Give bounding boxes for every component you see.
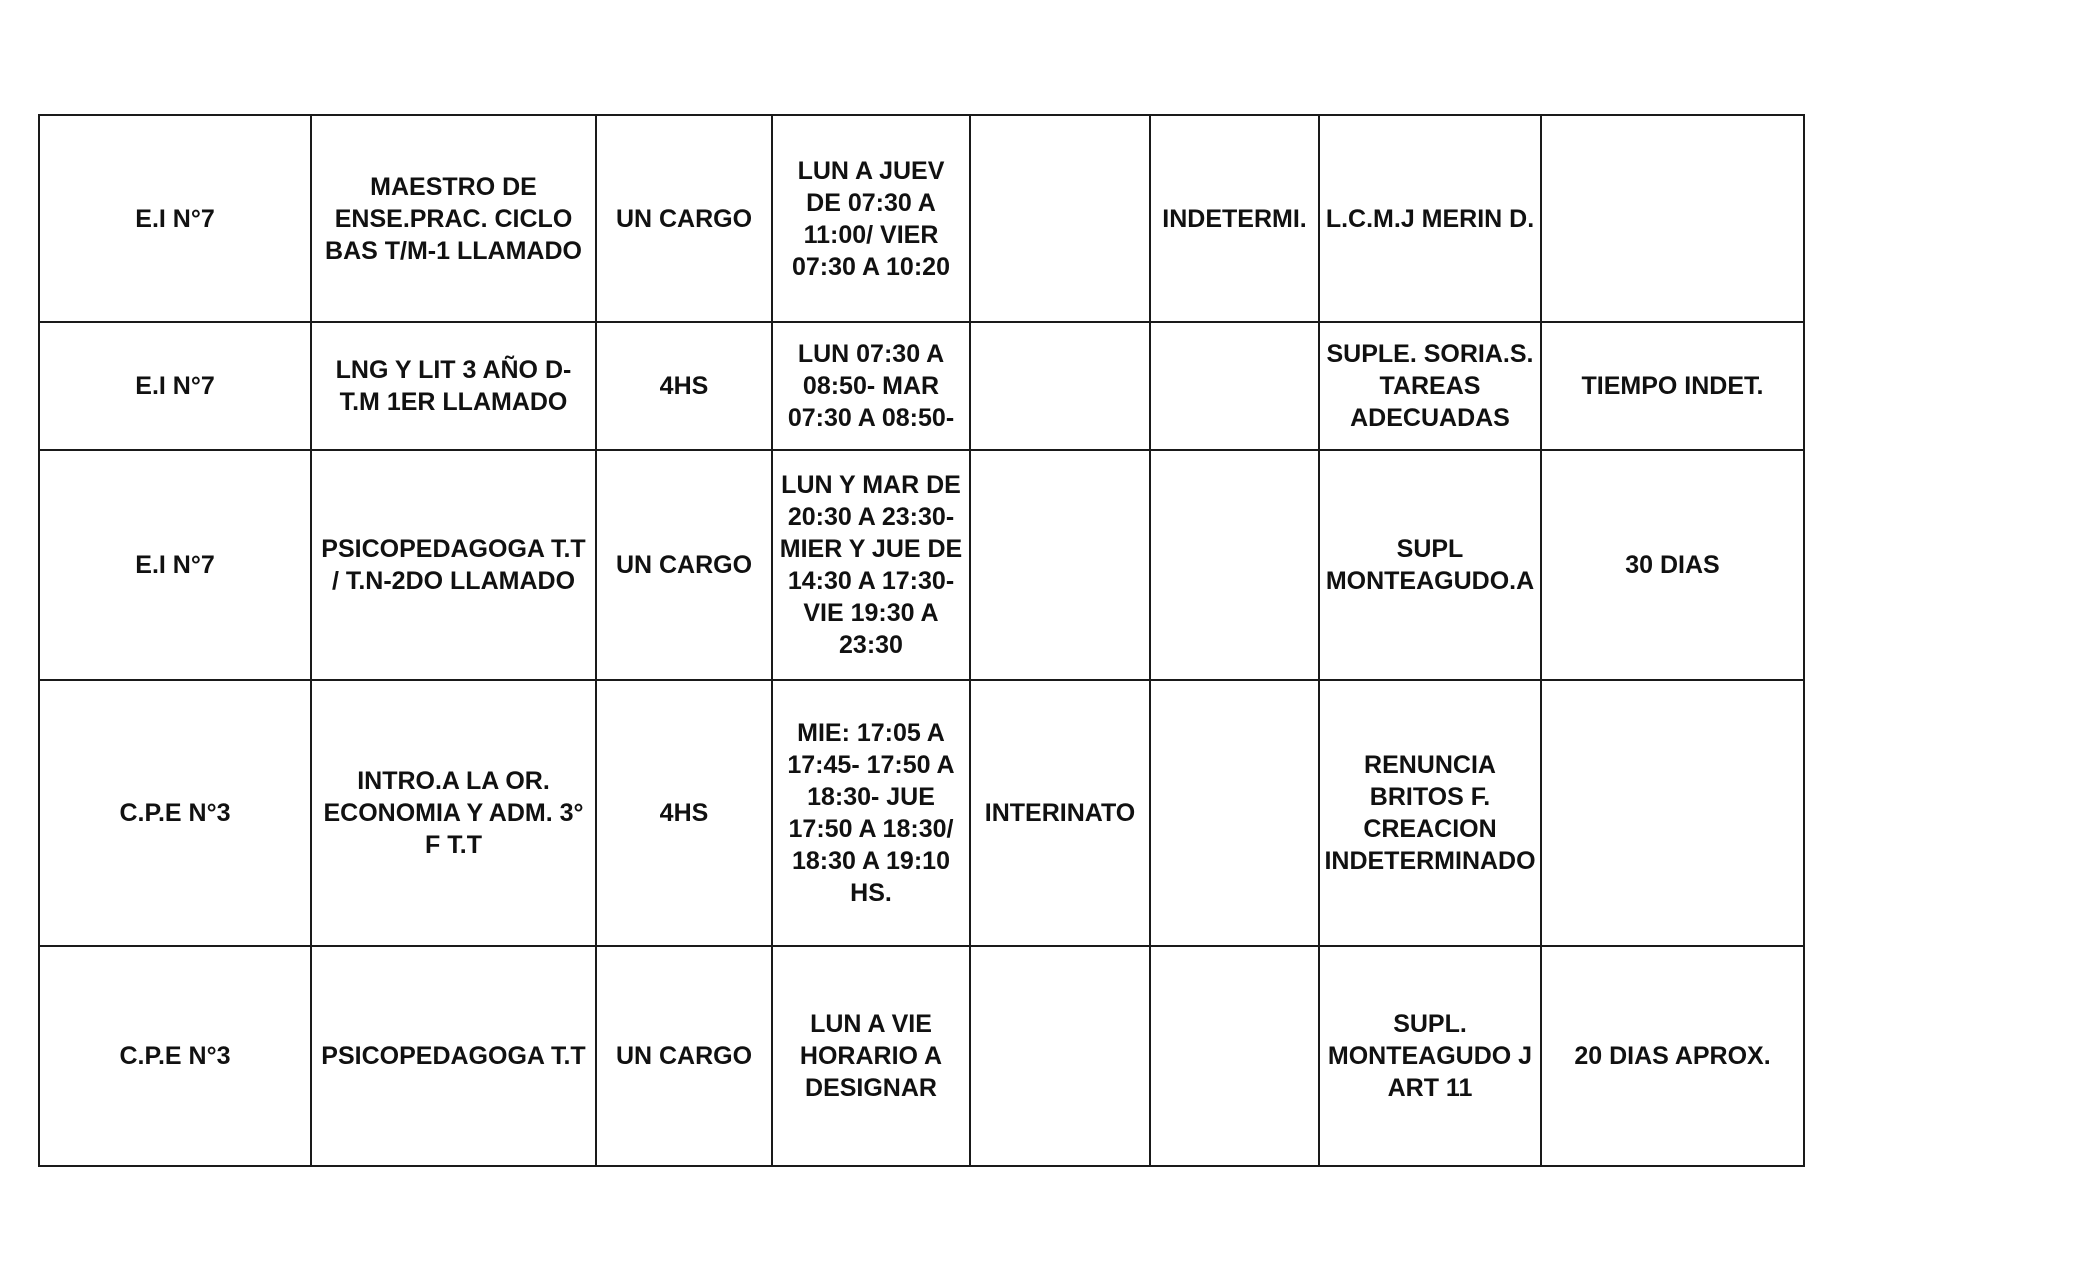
workload-cell: UN CARGO (596, 450, 772, 680)
status-cell (970, 115, 1150, 322)
time-cell: 20 DIAS APROX. (1541, 946, 1804, 1166)
reason-cell: L.C.M.J MERIN D. (1319, 115, 1541, 322)
duration-type-cell: INDETERMI. (1150, 115, 1319, 322)
position-cell: PSICOPEDAGOGA T.T / T.N-2DO LLAMADO (311, 450, 596, 680)
reason-cell: RENUNCIA BRITOS F. CREACION INDETERMINADO (1319, 680, 1541, 946)
schedule-cell: MIE: 17:05 A 17:45- 17:50 A 18:30- JUE 17:50 A 18:30/ 18:30 A 19:10 HS. (772, 680, 970, 946)
workload-cell: 4HS (596, 322, 772, 450)
position-cell: INTRO.A LA OR. ECONOMIA Y ADM. 3° F T.T (311, 680, 596, 946)
reason-cell: SUPL MONTEAGUDO.A (1319, 450, 1541, 680)
schedule-cell: LUN A VIE HORARIO A DESIGNAR (772, 946, 970, 1166)
school-cell: E.I N°7 (39, 322, 311, 450)
status-cell: INTERINATO (970, 680, 1150, 946)
status-cell (970, 946, 1150, 1166)
workload-cell: UN CARGO (596, 946, 772, 1166)
position-cell: LNG Y LIT 3 AÑO D-T.M 1ER LLAMADO (311, 322, 596, 450)
school-cell: C.P.E N°3 (39, 680, 311, 946)
table-row (39, 946, 1804, 1166)
time-cell (1541, 115, 1804, 322)
duration-type-cell (1150, 680, 1319, 946)
school-cell: E.I N°7 (39, 115, 311, 322)
school-cell: C.P.E N°3 (39, 946, 311, 1166)
workload-cell: 4HS (596, 680, 772, 946)
status-cell (970, 450, 1150, 680)
table-row (39, 322, 1804, 450)
position-cell: PSICOPEDAGOGA T.T (311, 946, 596, 1166)
table-row (39, 450, 1804, 680)
reason-cell: SUPLE. SORIA.S. TAREAS ADECUADAS (1319, 322, 1541, 450)
schedule-cell: LUN Y MAR DE 20:30 A 23:30- MIER Y JUE DE 14:30 A 17:30- VIE 19:30 A 23:30 (772, 450, 970, 680)
table-row (39, 680, 1804, 946)
status-cell (970, 322, 1150, 450)
time-cell: TIEMPO INDET. (1541, 322, 1804, 450)
duration-type-cell (1150, 322, 1319, 450)
school-cell: E.I N°7 (39, 450, 311, 680)
duration-type-cell (1150, 450, 1319, 680)
position-cell: MAESTRO DE ENSE.PRAC. CICLO BAS T/M-1 LLAMADO (311, 115, 596, 322)
schedule-cell: LUN A JUEV DE 07:30 A 11:00/ VIER 07:30 A 10:20 (772, 115, 970, 322)
table-row (39, 115, 1804, 322)
schedule-cell: LUN 07:30 A 08:50- MAR 07:30 A 08:50- (772, 322, 970, 450)
duration-type-cell (1150, 946, 1319, 1166)
time-cell: 30 DIAS (1541, 450, 1804, 680)
workload-cell: UN CARGO (596, 115, 772, 322)
vacancy-table (38, 114, 1805, 1167)
reason-cell: SUPL. MONTEAGUDO J ART 11 (1319, 946, 1541, 1166)
time-cell (1541, 680, 1804, 946)
